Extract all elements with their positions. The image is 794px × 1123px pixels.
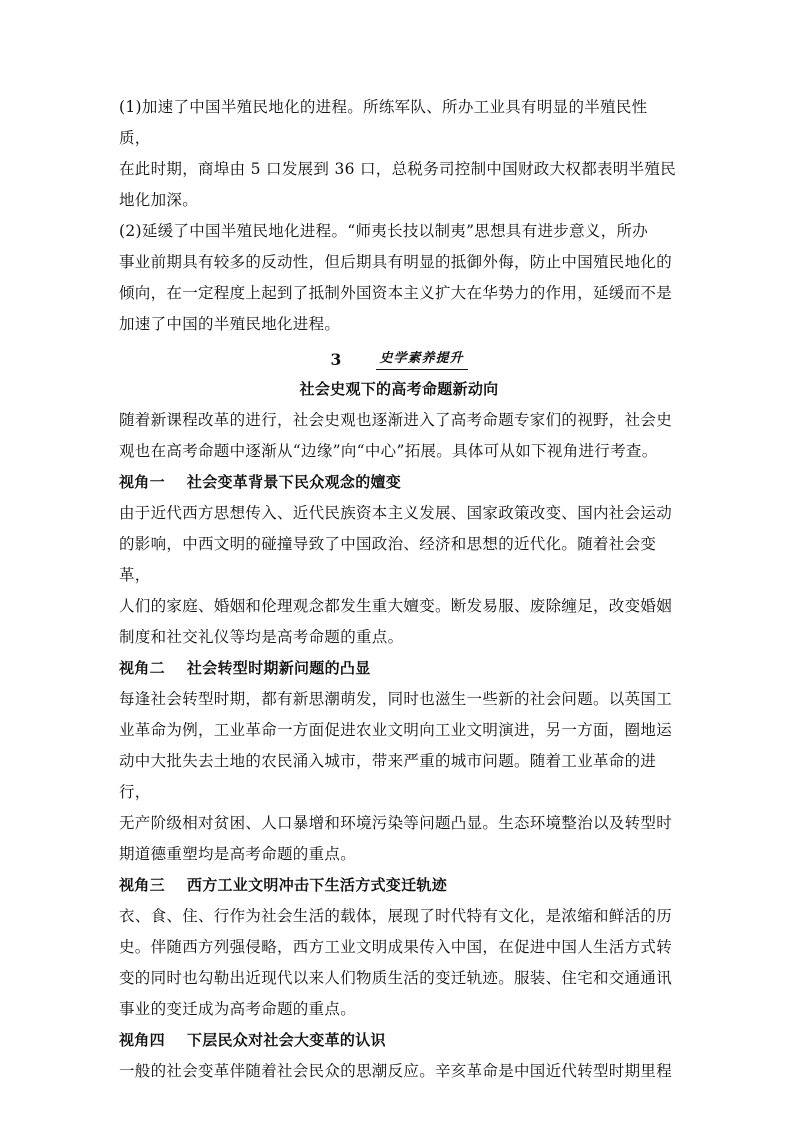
text-line: 史。伴随西方列强侵略，西方工业文明成果传入中国，在促进中国人生活方式转 [119, 938, 673, 956]
perspective-tag: 视角一 [119, 473, 165, 491]
perspective-2 [119, 653, 679, 870]
text-line: 随着新课程改革的进行，社会史观也逐渐进入了高考命题专家们的视野，社会史 [119, 411, 673, 429]
intro-paragraph-2 [119, 216, 679, 340]
text-line: 制度和社交礼仪等均是高考命题的重点。 [119, 628, 404, 646]
perspective-tag: 视角四 [119, 1031, 165, 1049]
text-line: 在此时期，商埠由 5 口发展到 36 口，总税务司控制中国财政大权都表明半殖民 [119, 160, 676, 178]
perspective-title: 西方工业文明冲击下生活方式变迁轨迹 [186, 876, 448, 894]
text-line: 一般的社会变革伴随着社会民众的思潮反应。辛亥革命是中国近代转型时期里程 [119, 1062, 673, 1080]
perspective-tag: 视角三 [119, 876, 165, 894]
text-line: 无产阶级相对贫困、人口暴增和环境污染等问题凸显。生态环境整治以及转型时 [119, 814, 673, 832]
text-line: 事业的变迁成为高考命题的重点。 [119, 1000, 357, 1018]
perspective-1 [119, 467, 679, 653]
text-line: 每逢社会转型时期，都有新思潮萌发，同时也滋生一些新的社会问题。以英国工 [119, 690, 673, 708]
text-line: 期道德重塑均是高考命题的重点。 [119, 845, 357, 863]
perspective-heading [119, 653, 679, 684]
section-intro [119, 405, 679, 467]
perspective-title: 下层民众对社会大变革的认识 [186, 1031, 386, 1049]
perspective-heading [119, 1025, 679, 1056]
page-content [119, 92, 679, 1087]
section-heading [119, 344, 679, 374]
perspective-title: 社会转型时期新问题的凸显 [186, 659, 371, 677]
text-line: 的影响，中西文明的碰撞导致了中国政治、经济和思想的近代化。随着社会变革， [119, 535, 657, 584]
section-number: 3 [330, 349, 342, 369]
text-line: 人们的家庭、婚姻和伦理观念都发生重大嬗变。断发易服、废除缠足，改变婚姻 [119, 597, 673, 615]
text-line: 业革命为例，工业革命一方面促进农业文明向工业文明演进，另一方面，圈地运 [119, 721, 673, 739]
text-line: (2)延缓了中国半殖民地化进程。“师夷长技以制夷”思想具有进步意义，所办 [119, 222, 649, 240]
text-line: 事业前期具有较多的反动性，但后期具有明显的抵御外侮，防止中国殖民地化的 [119, 253, 673, 271]
perspective-heading [119, 467, 679, 498]
section-label: 史学素养提升 [376, 349, 468, 370]
text-line: 地化加深。 [119, 191, 199, 209]
perspective-title: 社会变革背景下民众观念的嬗变 [186, 473, 402, 491]
text-line: 由于近代西方思想传入、近代民族资本主义发展、国家政策改变、国内社会运动 [119, 504, 673, 522]
text-line: 倾向，在一定程度上起到了抵制外国资本主义扩大在华势力的作用，延缓而不是 [119, 284, 673, 302]
text-line: 动中大批失去土地的农民涌入城市，带来严重的城市问题。随着工业革命的进行， [119, 752, 657, 801]
perspective-heading [119, 870, 679, 901]
perspective-tag: 视角二 [119, 659, 165, 677]
section-subtitle: 社会史观下的高考命题新动向 [299, 380, 499, 398]
text-line: 衣、食、住、行作为社会生活的载体，展现了时代特有文化，是浓缩和鲜活的历 [119, 907, 673, 925]
text-line: 加速了中国的半殖民地化进程。 [119, 315, 341, 333]
intro-paragraph-1 [119, 92, 679, 216]
text-line: (1)加速了中国半殖民地化的进程。所练军队、所办工业具有明显的半殖民性质， [119, 98, 648, 147]
text-line: 变的同时也勾勒出近现代以来人们物质生活的变迁轨迹。服装、住宅和交通通讯 [119, 969, 673, 987]
perspective-4 [119, 1025, 679, 1087]
perspective-3 [119, 870, 679, 1025]
text-line: 观也在高考命题中逐渐从“边缘”向“中心”拓展。具体可从如下视角进行考查。 [119, 442, 658, 460]
